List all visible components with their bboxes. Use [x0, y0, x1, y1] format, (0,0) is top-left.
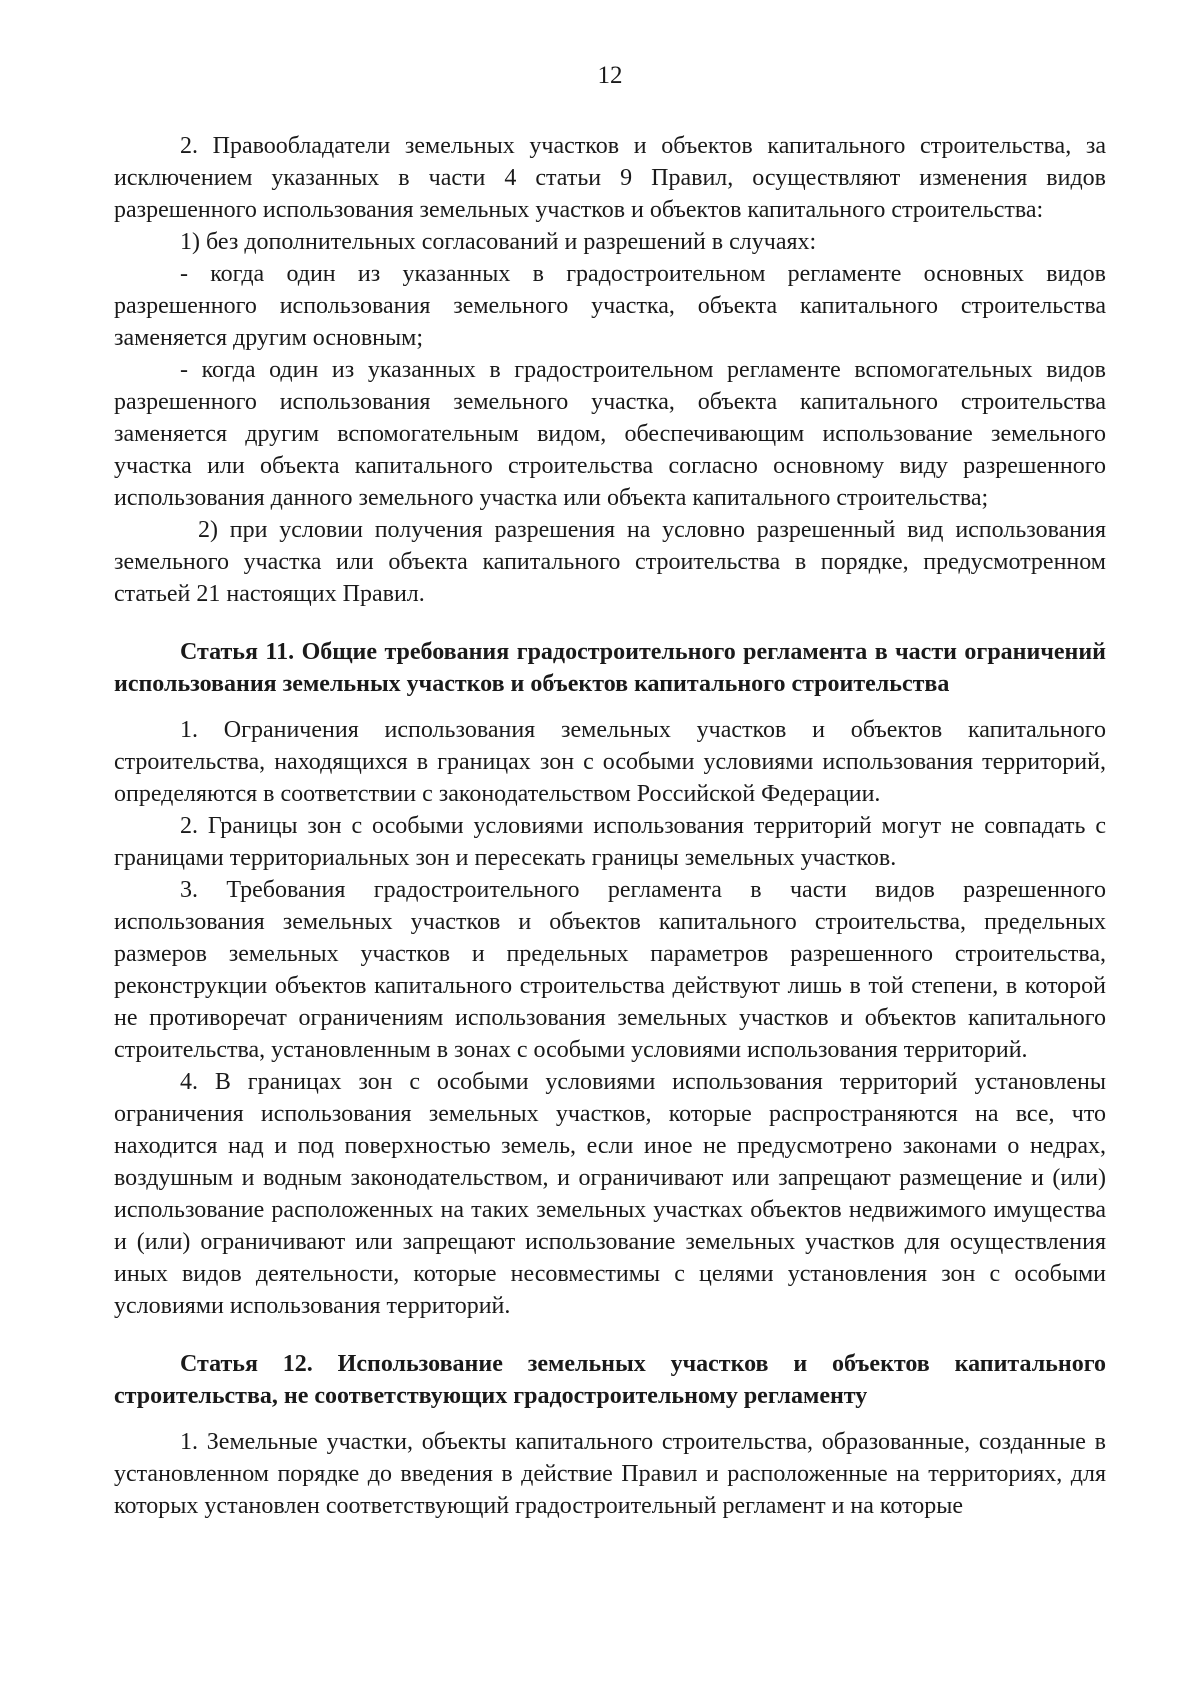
list-item-2-conditional-permission: 2) при условии получения разрешения на условно разрешенный вид использования земельного участка или объекта капитального строительства в порядке, предусмотренном статьей 21 настоящих Правил. [114, 517, 1106, 607]
paragraph-2-rights-holders: 2. Правообладатели земельных участков и объектов капитального строительства, за исключением указанных в части 4 статьи 9 Правил, осуществляют изменения видов разрешенного использования земельных участков и объектов капитального строительства: [114, 133, 1106, 223]
article-12-heading: Статья 12. Использование земельных участков и объектов капитального строительства, не соответствующих градостроительному регламенту [114, 1351, 1106, 1409]
dash-item-main-use: - когда один из указанных в градостроительном регламенте основных видов разрешенного использования земельного участка, объекта капитального строительства заменяется другим основным; [114, 261, 1106, 351]
article-11-paragraph-2: 2. Границы зон с особыми условиями использования территорий могут не совпадать с границами территориальных зон и пересекать границы земельных участков. [114, 813, 1106, 871]
article-11-paragraph-3: 3. Требования градостроительного регламента в части видов разрешенного использования земельных участков и объектов капитального строительства, предельных размеров земельных участков и предельных параметров разрешенного строительства, реконструкции объектов капитального строительства действуют лишь в той степени, в которой не противоречат ограничениям использования земельных участков и объектов капитального строительства, установленным в зонах с особыми условиями использования территорий. [114, 877, 1106, 1063]
article-12-paragraph-1: 1. Земельные участки, объекты капитального строительства, образованные, созданные в установленном порядке до введения в действие Правил и расположенные на территориях, для которых установлен соответствующий градостроительный регламент и на которые [114, 1429, 1106, 1519]
document-page [114, 60, 1106, 1522]
page-number: 12 [597, 62, 623, 89]
article-11-heading: Статья 11. Общие требования градостроительного регламента в части ограничений использования земельных участков и объектов капитального строительства [114, 639, 1106, 697]
dash-item-auxiliary-use: - когда один из указанных в градостроительном регламенте вспомогательных видов разрешенного использования земельного участка, объекта капитального строительства заменяется другим вспомогательным видом, обеспечивающим использование земельного участка или объекта капитального строительства согласно основному виду разрешенного использования данного земельного участка или объекта капитального строительства; [114, 357, 1106, 511]
article-11-paragraph-1: 1. Ограничения использования земельных участков и объектов капитального строительства, находящихся в границах зон с особыми условиями использования территорий, определяются в соответствии с законодательством Российской Федерации. [114, 717, 1106, 807]
article-11-paragraph-4: 4. В границах зон с особыми условиями использования территорий установлены ограничения использования земельных участков, которые распространяются на все, что находится над и под поверхностью земель, если иное не предусмотрено законами о недрах, воздушным и водным законодательством, и ограничивают или запрещают размещение и (или) использование расположенных на таких земельных участках объектов недвижимого имущества и (или) ограничивают или запрещают использование земельных участков для осуществления иных видов деятельности, которые несовместимы с целями установления зон с особыми условиями использования территорий. [114, 1069, 1106, 1319]
list-item-1-without-approvals: 1) без дополнительных согласований и разрешений в случаях: [180, 229, 817, 255]
